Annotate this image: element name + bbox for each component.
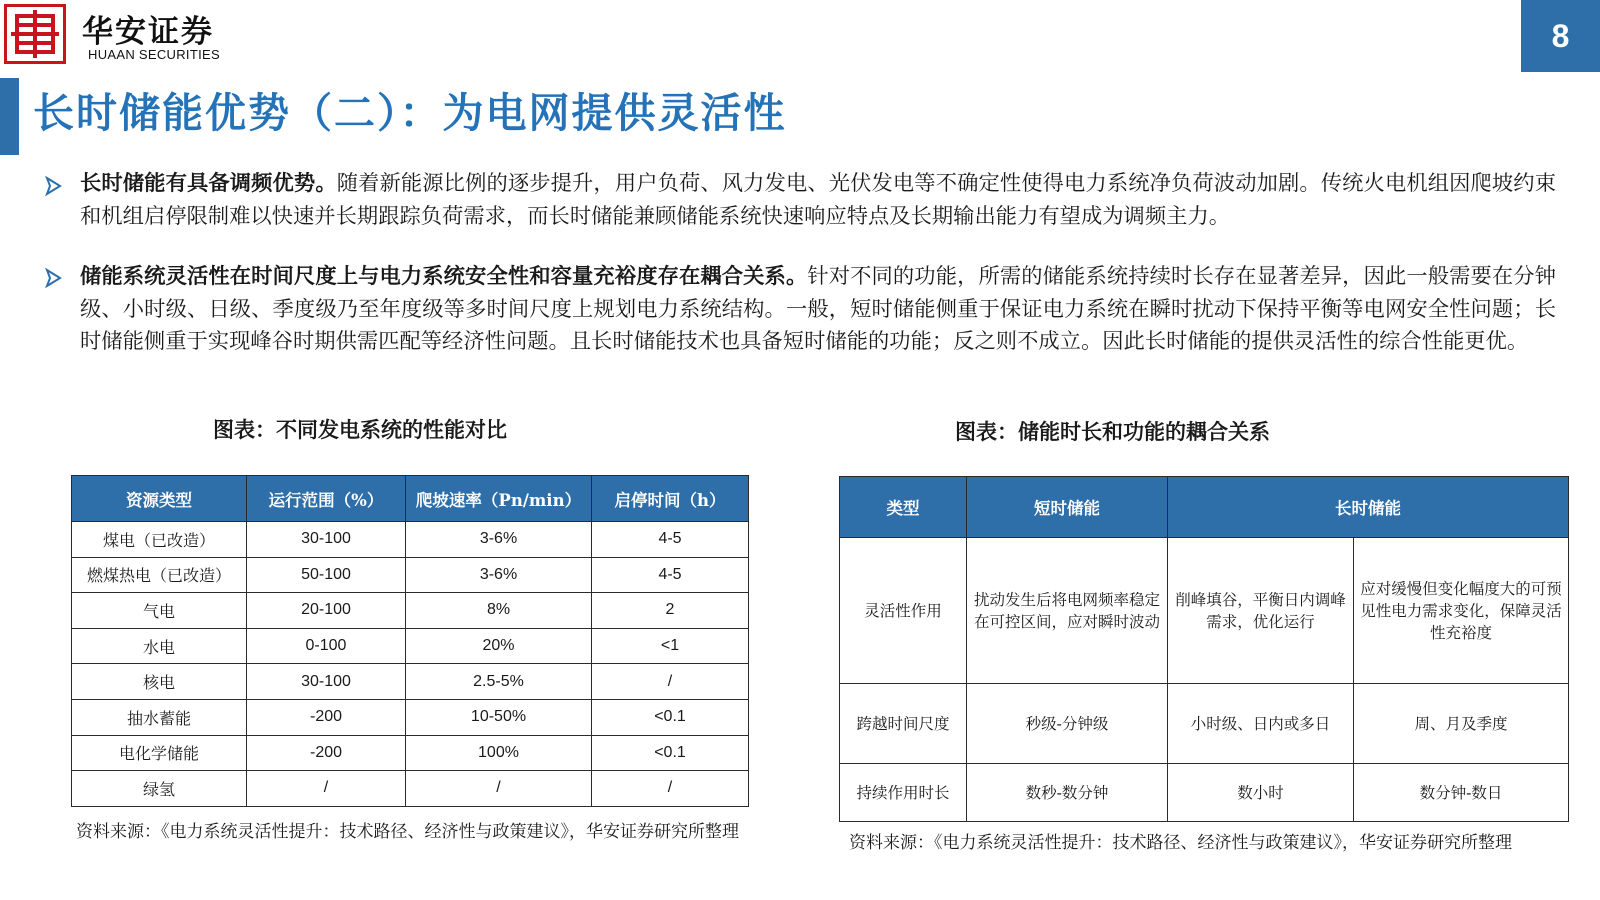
- table-cell: 3-6%: [406, 522, 592, 558]
- table-cell: 煤电（已改造）: [72, 522, 247, 558]
- table-cell: 数小时: [1168, 764, 1354, 822]
- bullet-paragraph: [80, 168, 1556, 233]
- table-cell: 水电: [72, 628, 247, 664]
- column-header: 爬坡速率（Pn/min）: [406, 476, 592, 522]
- table-cell: <0.1: [592, 735, 749, 771]
- table-cell: 持续作用时长: [840, 764, 967, 822]
- table-cell: 数秒-数分钟: [967, 764, 1168, 822]
- bullet-lead: 长时储能有具备调频优势。: [80, 171, 337, 196]
- table-row: [840, 538, 1569, 684]
- table-cell: 抽水蓄能: [72, 699, 247, 735]
- table-cell: <1: [592, 628, 749, 664]
- table-row: [72, 771, 749, 807]
- column-header: 启停时间（h）: [592, 476, 749, 522]
- column-header: 长时储能: [1168, 477, 1569, 538]
- table-cell: 100%: [406, 735, 592, 771]
- table1-source-note: 资料来源：《电力系统灵活性提升：技术路径、经济性与政策建议》，华安证券研究所整理: [76, 822, 739, 842]
- table-cell: 小时级、日内或多日: [1168, 684, 1354, 764]
- table-row: [72, 593, 749, 629]
- table-cell: /: [406, 771, 592, 807]
- table-cell: 周、月及季度: [1354, 684, 1569, 764]
- table-cell: 20-100: [247, 593, 406, 629]
- table-cell: 电化学储能: [72, 735, 247, 771]
- table-row: [72, 557, 749, 593]
- table2-caption: 图表：储能时长和功能的耦合关系: [955, 419, 1270, 444]
- table-cell: 30-100: [247, 522, 406, 558]
- column-header: 短时储能: [967, 477, 1168, 538]
- table-header-row: [840, 477, 1569, 538]
- table-header-row: [72, 476, 749, 522]
- logo-chinese-name: 华安证券: [82, 14, 214, 50]
- table-cell: 0-100: [247, 628, 406, 664]
- table-row: [72, 699, 749, 735]
- table-cell: 4-5: [592, 522, 749, 558]
- table-cell: 扰动发生后将电网频率稳定在可控区间，应对瞬时波动: [967, 538, 1168, 684]
- table-cell: 8%: [406, 593, 592, 629]
- table-cell: 燃煤热电（已改造）: [72, 557, 247, 593]
- column-header: 资源类型: [72, 476, 247, 522]
- page-title: 长时储能优势（二）：为电网提供灵活性: [33, 89, 787, 137]
- storage-coupling-table: [839, 476, 1569, 822]
- bullet-lead: 储能系统灵活性在时间尺度上与电力系统安全性和容量充裕度存在耦合关系。: [80, 264, 808, 289]
- table-cell: 核电: [72, 664, 247, 700]
- table-row: [72, 628, 749, 664]
- table-cell: 秒级-分钟级: [967, 684, 1168, 764]
- column-header: 运行范围（%）: [247, 476, 406, 522]
- page-number: 8: [1521, 0, 1600, 72]
- table-cell: 数分钟-数日: [1354, 764, 1569, 822]
- table-cell: 跨越时间尺度: [840, 684, 967, 764]
- table-row: [72, 522, 749, 558]
- table-cell: 2.5-5%: [406, 664, 592, 700]
- title-accent-bar: [0, 78, 19, 155]
- table1-caption: 图表：不同发电系统的性能对比: [213, 417, 507, 442]
- table-cell: -200: [247, 735, 406, 771]
- logo-english-name: HUAAN SECURITIES: [88, 47, 220, 62]
- table-cell: 灵活性作用: [840, 538, 967, 684]
- logo-mark-icon: [7, 7, 63, 61]
- table-cell: 2: [592, 593, 749, 629]
- table-row: [72, 664, 749, 700]
- table-cell: -200: [247, 699, 406, 735]
- table-cell: <0.1: [592, 699, 749, 735]
- table-cell: 削峰填谷，平衡日内调峰需求，优化运行: [1168, 538, 1354, 684]
- table-row: [840, 684, 1569, 764]
- generation-performance-table: [71, 475, 749, 807]
- table-cell: 50-100: [247, 557, 406, 593]
- table-cell: 3-6%: [406, 557, 592, 593]
- table-cell: 绿氢: [72, 771, 247, 807]
- arrow-bullet-icon: [42, 174, 66, 198]
- table-cell: 4-5: [592, 557, 749, 593]
- table-cell: 应对缓慢但变化幅度大的可预见性电力需求变化，保障灵活性充裕度: [1354, 538, 1569, 684]
- table-cell: 10-50%: [406, 699, 592, 735]
- table-row: [840, 764, 1569, 822]
- table2-source-note: 资料来源：《电力系统灵活性提升：技术路径、经济性与政策建议》，华安证券研究所整理: [849, 833, 1512, 853]
- table-cell: 20%: [406, 628, 592, 664]
- bullet-body: 针对不同的功能，所需的储能系统持续时长存在显著差异，因此一般需要在分钟级、小时级、日级、季度级乃至年度级等多时间尺度上规划电力系统结构。一般，短时储能侧重于保证电力系统在瞬时扰动下保持平衡等电网安全性问题；长时储能侧重于实现峰谷时期供需匹配等经济性问题。且长时储能技术也具备短时储能的功能；反之则不成立。因此长时储能的提供灵活性的综合性能更优。: [80, 264, 1556, 354]
- logo-mark: [4, 4, 66, 64]
- column-header: 类型: [840, 477, 967, 538]
- arrow-bullet-icon: [42, 266, 66, 290]
- table-cell: /: [247, 771, 406, 807]
- table-cell: /: [592, 664, 749, 700]
- table-cell: 气电: [72, 593, 247, 629]
- table-cell: 30-100: [247, 664, 406, 700]
- bullet-body: 随着新能源比例的逐步提升，用户负荷、风力发电、光伏发电等不确定性使得电力系统净负荷波动加剧。传统火电机组因爬坡约束和机组启停限制难以快速并长期跟踪负荷需求，而长时储能兼顾储能系统快速响应特点及长期输出能力有望成为调频主力。: [80, 171, 1556, 229]
- table-cell: /: [592, 771, 749, 807]
- bullet-paragraph: [80, 261, 1556, 359]
- table-row: [72, 735, 749, 771]
